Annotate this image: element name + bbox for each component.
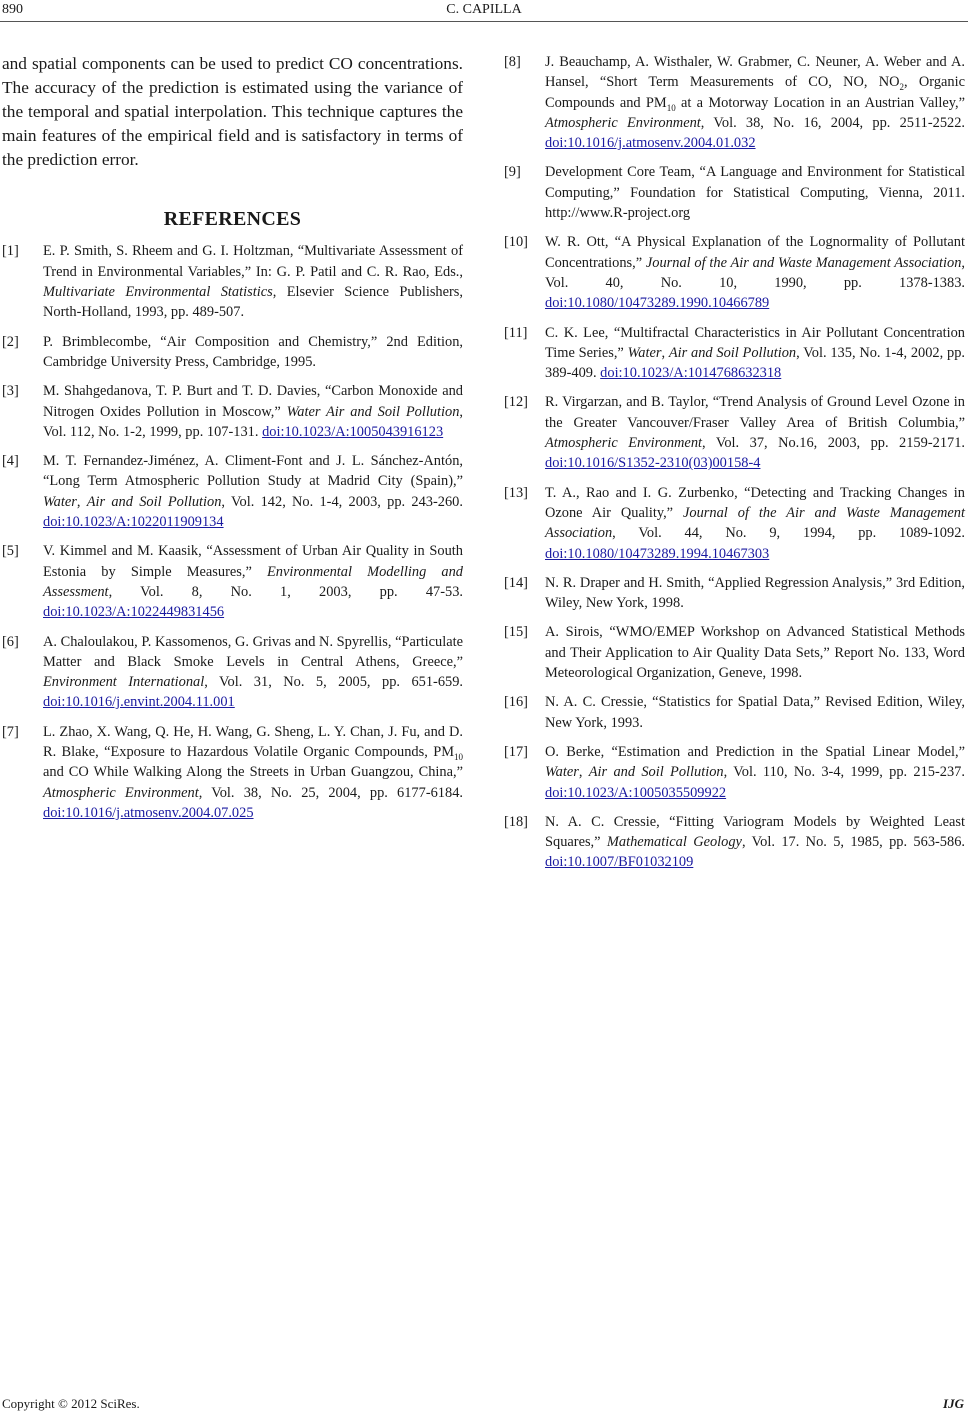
reference-number: [11]	[504, 324, 528, 341]
reference-source-title: Atmospheric Environment	[43, 784, 199, 801]
reference-number: [9]	[504, 164, 521, 181]
reference-item	[2, 241, 463, 322]
reference-text-segment: L. Zhao, X. Wang, Q. He, H. Wang, G. Sheng, L. Y. Chan, J. Fu, and D. R. Blake, “Exposure to Hazardous Volatile Organic Compounds, PM	[43, 723, 463, 760]
copyright-notice: Copyright © 2012 SciRes.	[2, 1396, 140, 1411]
reference-text-segment: T. A., Rao and I. G. Zurbenko, “Detecting and Tracking Changes in Ozone Air Quality,”	[545, 484, 965, 521]
reference-text-segment: V. Kimmel and M. Kaasik, “Assessment of Urban Air Quality in South Estonia by Simple Measures,”	[43, 543, 463, 580]
reference-item	[2, 381, 463, 442]
reference-number: [12]	[504, 394, 528, 411]
reference-text-segment: P. Brimblecombe, “Air Composition and Chemistry,” 2nd Edition, Cambridge University Press, Cambridge, 1995.	[43, 333, 463, 370]
reference-text-segment: , Vol. 17. No. 5, 1985, pp. 563-586.	[741, 834, 965, 851]
doi-link[interactable]: doi:10.1023/A:1022011909134	[43, 514, 224, 531]
reference-text-segment: at a Motorway Location in an Austrian Valley,”	[675, 94, 965, 111]
reference-text-segment: Development Core Team, “A Language and Environment for Statistical Computing,” Foundation for Statistical Computing, Vienna, 2011. http://www.R-project.org	[545, 164, 965, 222]
reference-text-segment: , Vol. 44, No. 9, 1994, pp. 1089-1092.	[612, 525, 965, 542]
doi-link[interactable]: doi:10.1023/A:1005035509922	[545, 784, 727, 801]
doi-link[interactable]: doi:10.1016/j.atmosenv.2004.01.032	[545, 135, 756, 152]
reference-text-segment: A. Chaloulakou, P. Kassomenos, G. Grivas and N. Spyrellis, “Particulate Matter and Black Smoke Levels in Central Athens, Greece,”	[43, 633, 463, 670]
reference-item	[504, 622, 965, 683]
right-column	[504, 52, 965, 882]
reference-text	[43, 381, 463, 442]
reference-item	[504, 742, 965, 803]
reference-source-title: Air and Soil Pollution	[86, 493, 222, 510]
doi-link[interactable]: doi:10.1016/j.envint.2004.11.001	[43, 694, 235, 711]
reference-number: [14]	[504, 574, 528, 591]
reference-text-segment: , Vol. 110, No. 3-4, 1999, pp. 215-237.	[723, 764, 965, 781]
reference-item	[504, 392, 965, 473]
references-heading: REFERENCES	[163, 208, 302, 231]
reference-item	[504, 52, 965, 153]
reference-source-title: Air and Soil Pollution	[668, 344, 797, 361]
reference-source-title: Water	[43, 493, 77, 510]
reference-number: [13]	[504, 484, 528, 501]
reference-text	[43, 722, 463, 823]
reference-list-left	[2, 241, 463, 823]
header-rule	[0, 21, 968, 22]
reference-text	[545, 483, 965, 564]
reference-text	[43, 451, 463, 532]
reference-number: [10]	[504, 234, 528, 251]
reference-text-segment: M. T. Fernandez-Jiménez, A. Climent-Font and J. L. Sánchez-Antón, “Long Term Atmospheric Pollution Study at Madrid City (Spain),”	[43, 453, 463, 490]
reference-text	[545, 573, 965, 614]
reference-number: [17]	[504, 743, 528, 760]
reference-source-title: Multivariate Environmental Statistics	[43, 284, 273, 301]
reference-item	[504, 812, 965, 873]
doi-link[interactable]: doi:10.1023/A:1014768632318	[600, 365, 782, 382]
reference-source-title: Air and Soil Pollution	[588, 764, 724, 781]
reference-text-segment: , Vol. 8, No. 1, 2003, pp. 47-53.	[108, 583, 463, 600]
subscript: 10	[666, 102, 676, 113]
reference-number: [18]	[504, 813, 528, 830]
reference-text-segment: ,	[76, 493, 87, 510]
reference-text-segment: W. R. Ott, “A Physical Explanation of the Lognormality of Pollutant Concentrations,”	[545, 234, 965, 271]
reference-text-segment: , Organic Compounds and PM	[545, 74, 965, 111]
reference-list-right	[504, 52, 965, 873]
doi-link[interactable]: doi:10.1007/BF01032109	[545, 854, 694, 871]
subscript: 2	[899, 82, 905, 93]
running-head: C. CAPILLA	[446, 2, 522, 17]
journal-abbreviation: IJG	[943, 1396, 964, 1411]
reference-text-segment: N. R. Draper and H. Smith, “Applied Regression Analysis,” 3rd Edition, Wiley, New York, 1998.	[545, 574, 965, 612]
reference-item	[504, 483, 965, 564]
reference-source-title: Water	[545, 764, 579, 781]
reference-text-segment: , Elsevier Science Publishers, North-Holland, 1993, pp. 489-507.	[43, 284, 463, 321]
reference-text-segment: , Vol. 142, No. 1-4, 2003, pp. 243-260.	[221, 493, 463, 510]
reference-number: [15]	[504, 624, 528, 641]
reference-text-segment: , Vol. 38, No. 25, 2004, pp. 6177-6184.	[198, 784, 463, 801]
reference-source-title: Journal of the Air and Waste Management Association	[645, 254, 962, 271]
reference-text	[545, 812, 965, 873]
reference-text	[545, 622, 965, 683]
reference-source-title: Mathematical Geology	[606, 834, 742, 851]
reference-text-segment: , Vol. 40, No. 10, 1990, pp. 1378-1383.	[545, 254, 965, 291]
reference-source-title: Journal of the Air and Waste Management Association	[545, 504, 965, 542]
reference-item	[2, 722, 463, 823]
reference-number: [5]	[2, 543, 19, 560]
reference-text-segment: A. Sirois, “WMO/EMEP Workshop on Advanced Statistical Methods and Their Application to Air Quality Data Sets,” Report No. 133, Word Meteorological Organization, Geneve, 1998.	[545, 624, 965, 682]
reference-text-segment: , Vol. 112, No. 1-2, 1999, pp. 107-131.	[43, 403, 464, 440]
reference-source-title: Water Air and Soil Pollution	[286, 403, 460, 420]
doi-link[interactable]: doi:10.1023/A:1022449831456	[43, 604, 225, 621]
reference-text	[43, 241, 463, 322]
reference-source-title: Atmospheric Environment	[545, 114, 701, 131]
reference-text-segment: and CO While Walking Along the Streets in Urban Guangzou, China,”	[43, 764, 463, 781]
reference-source-title: Environmental Modelling and Assessment	[43, 563, 463, 600]
reference-text	[43, 632, 463, 713]
reference-item	[504, 573, 965, 614]
reference-text	[545, 162, 965, 223]
reference-text-segment: , Vol. 31, No. 5, 2005, pp. 651-659.	[204, 674, 464, 691]
page-number: 890	[2, 2, 23, 17]
reference-text	[545, 52, 965, 153]
reference-item	[2, 541, 463, 622]
reference-text-segment: , Vol. 37, No.16, 2003, pp. 2159-2171.	[702, 435, 965, 452]
left-column	[2, 52, 463, 832]
reference-text-segment: M. Shahgedanova, T. P. Burt and T. D. Davies, “Carbon Monoxide and Nitrogen Oxides Pollution in Moscow,”	[43, 383, 463, 420]
reference-text	[545, 232, 965, 313]
reference-text	[545, 323, 965, 384]
doi-link[interactable]: doi:10.1080/10473289.1994.10467303	[545, 545, 770, 562]
reference-source-title: Environment International	[43, 674, 205, 691]
reference-item	[2, 632, 463, 713]
reference-number: [2]	[2, 333, 19, 350]
reference-text-segment: N. A. C. Cressie, “Statistics for Spatial Data,” Revised Edition, Wiley, New York, 1993.	[545, 694, 965, 731]
reference-text	[43, 541, 463, 622]
reference-text-segment: , Vol. 38, No. 16, 2004, pp. 2511-2522.	[700, 114, 966, 131]
reference-text	[545, 392, 965, 473]
reference-text-segment: E. P. Smith, S. Rheem and G. I. Holtzman, “Multivariate Assessment of Trend in Environmental Variables,” In: G. P. Patil and C. R. Rao, Eds.,	[43, 243, 463, 280]
reference-source-title: Atmospheric Environment	[545, 435, 703, 452]
doi-link[interactable]: doi:10.1080/10473289.1990.10466789	[545, 295, 770, 312]
reference-number: [4]	[2, 453, 19, 470]
reference-number: [8]	[504, 54, 521, 70]
reference-text-segment: N. A. C. Cressie, “Fitting Variogram Models by Weighted Least Squares,”	[545, 813, 965, 851]
reference-text-segment: ,	[578, 764, 589, 781]
page-footer	[2, 1396, 964, 1412]
doi-link[interactable]: doi:10.1023/A:1005043916123	[262, 423, 444, 440]
reference-text-segment: O. Berke, “Estimation and Prediction in the Spatial Linear Model,”	[545, 743, 965, 760]
reference-text	[43, 332, 463, 373]
reference-item	[504, 162, 965, 223]
reference-text-segment: R. Virgarzan, and B. Taylor, “Trend Analysis of Ground Level Ozone in the Greater Vancouver/Fraser Valley Area of British Columbia,”	[545, 394, 965, 431]
reference-item	[504, 323, 965, 384]
reference-number: [3]	[2, 383, 19, 400]
reference-text-segment: C. K. Lee, “Multifractal Characteristics in Air Pollutant Concentration Time Series,”	[545, 324, 965, 361]
reference-number: [7]	[2, 723, 19, 740]
reference-text	[545, 742, 965, 803]
reference-item	[2, 332, 463, 373]
reference-number: [16]	[504, 694, 528, 711]
subscript: 10	[454, 751, 463, 762]
doi-link[interactable]: doi:10.1016/j.atmosenv.2004.07.025	[43, 804, 254, 821]
intro-paragraph: and spatial components can be used to predict CO concentrations. The accuracy of the prediction is estimated using the variance of the temporal and spatial interpolation. This technique captures the main features of the empirical field and is satisfactory in terms of the prediction error.	[2, 54, 463, 170]
reference-number: [6]	[2, 633, 19, 650]
reference-text-segment: ,	[661, 344, 669, 361]
reference-number: [1]	[2, 243, 19, 260]
reference-source-title: Water	[627, 344, 662, 361]
reference-item	[504, 232, 965, 313]
reference-text	[545, 692, 965, 733]
reference-item	[2, 451, 463, 532]
reference-text-segment: J. Beauchamp, A. Wisthaler, W. Grabmer, C. Neuner, A. Weber and A. Hansel, “Short Term Measurements of CO, NO, NO	[545, 54, 965, 91]
doi-link[interactable]: doi:10.1016/S1352-2310(03)00158-4	[545, 455, 761, 472]
reference-text-segment: , Vol. 135, No. 1-4, 2002, pp. 389-409.	[545, 344, 965, 382]
reference-item	[504, 692, 965, 733]
